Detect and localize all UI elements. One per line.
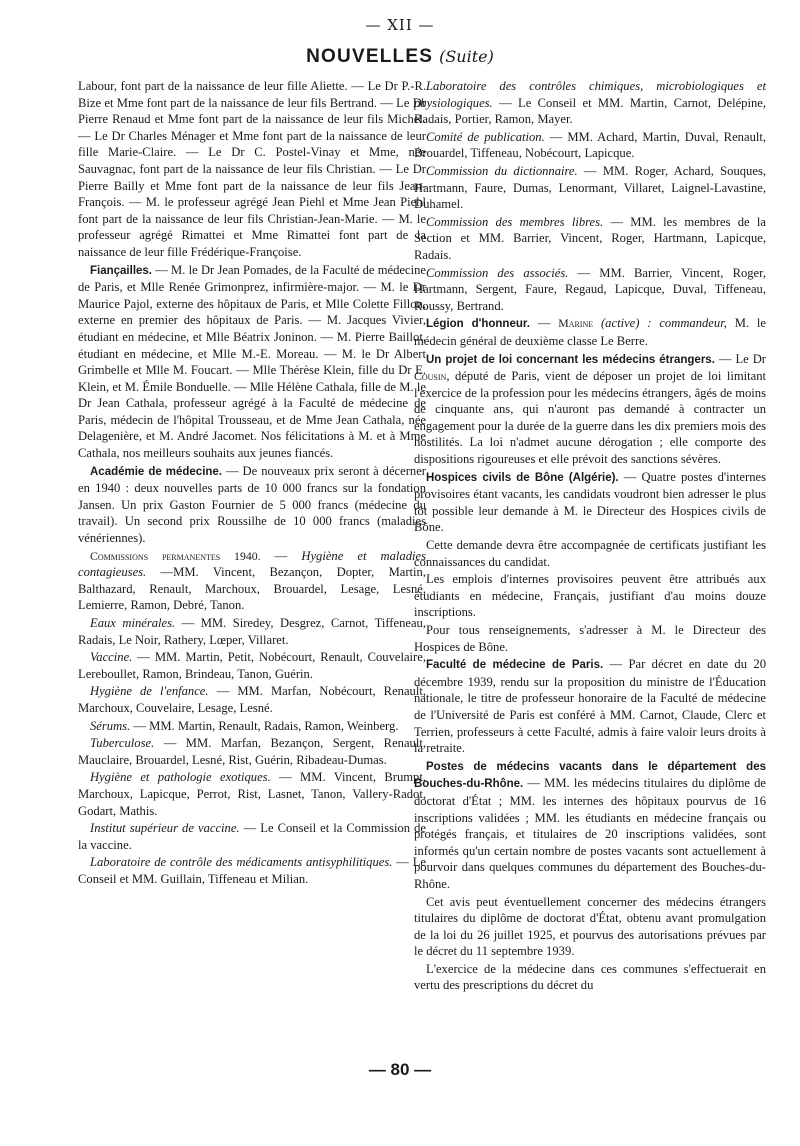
paragraph-text: — [260,548,302,563]
paragraph-text: — Le Conseil et la Commission de la vaccine. [78,821,426,852]
paragraph [78,548,426,614]
paragraph [78,854,426,887]
paragraph-text: — MM. Marfan, Bezançon, Sergent, Renault, Mauclaire, Brouardel, Lesné, Rist, Guérin, Ribadeau-Dumas. [78,736,426,767]
right-column [414,78,766,995]
paragraph-text: — MM. Vincent, Brumpt, Marchoux, Lapicque, Perrot, Rist, Lasnet, Tanon, Vallery-Radot, Godart, Mathis. [78,770,426,818]
paragraph-text: Cette demande devra être accompagnée de certificats justifiant les connaissances du candidat. [414,538,766,569]
paragraph [414,656,766,757]
paragraph [78,820,426,853]
paragraph-text: — MM. Martin, Renault, Radais, Ramon, Weinberg. [130,718,399,733]
paragraph-text: L'exercice de la médecine dans ces communes s'effectuerait en vertu des prescriptions du décret du [414,961,766,993]
paragraph-text: — MM. Siredey, Desgrez, Carnot, Tiffeneau, Radais, Le Noir, Rathery, Lœper, Villaret. [78,616,426,647]
paragraph [78,463,426,547]
paragraph [78,262,426,462]
page-number: — 80 — [368,1060,432,1079]
paragraph [414,214,766,264]
paragraph [414,469,766,536]
paragraph [78,718,426,735]
paragraph-text: Les emplois d'internes provisoires peuvent être attribués aux étudiants en médecine, Français, justifiant d'au moins douze inscriptions. [414,572,766,620]
section-heading: Fiançailles. [90,264,153,277]
subheading: Eaux minérales. [90,616,176,630]
paragraph-text: — MM. Martin, Petit, Nobécourt, Renault, Couvelaire, Lereboullet, Ramon, Brindeau, Tanon, Guérin. [78,650,426,681]
section-heading: Faculté de médecine de Paris. [426,659,604,672]
paragraph-text: — MM. les membres de la Section et MM. Barrier, Vincent, Roger, Hartmann, Lapicque, Radais. [414,214,766,262]
paragraph [78,683,426,716]
paragraph-text: Cet avis peut éventuellement concerner des médecins étrangers titulaires du diplôme de doctorat d'État, obtenu avant promulgation de la loi du 26 juillet 1925, et pourvus des autorisations prévues par le décret du 11 septembre 1939. [414,894,766,959]
paragraph-text: — M. le Dr Jean Pomades, de la Faculté de médecine de Paris, et Mlle Renée Grimonprez, infirmière-major. — M. le Dr Maurice Pajol, externe des hôpitaux de Paris, et Mlle Colette Fillon, externe en premier des hôpitaux de Paris. — M. Jacques Vivier, étudiant en médecine, et Mlle Béatrix Joninon. — M. Pierre Baillot, étudiant en médecine, et Mlle M.-E. Moreau. — M. le Dr Albert Grimbelle et Mlle M. Foucart. — Mlle Thérèse Klein, fille du Dr E. Klein, et M. Émile Bonduelle. — Mlle Hélène Cathala, fille de M. le Dr Jean Cathala, professeur agrégé à la Faculté de médecine de Paris, médecin de l'hôpital Trousseau, et de Mme Jean Cathala, née Delagenière, et M. André Jacomet. Nos félicitations à M. et à Mme Cathala, nos meilleurs souhaits aux jeunes fiancés. [78,262,426,461]
italic-text: (active) : commandeur, [593,316,727,331]
paragraph-text: — [529,316,559,331]
paragraph-text: M. le médecin général de deuxième classe Le Berre. [414,316,766,348]
section-heading: Un projet de loi concernant les médecins étrangers. [426,353,715,366]
paragraph [414,315,766,349]
paragraph [414,537,766,570]
subheading: Institut supérieur de vaccine. [90,821,240,836]
subheading: Commission du dictionnaire. [426,163,578,178]
smallcaps-text: Cousin [414,369,447,384]
subheading: Hygiène de l'enfance. [90,684,209,699]
section-heading: Commissions permanentes 1940. [90,548,261,563]
section-heading: Postes de médecins vacants dans le département des Bouches-du-Rhône. [414,760,766,791]
subheading: Tuberculose. [90,736,155,751]
subheading: Vaccine. [90,650,133,665]
paragraph-text: , député de Paris, vient de déposer un projet de loi limitant l'exercice de la profession pour les médecins étrangers, âgés de moins de cinquante ans, qui n'auront pas demandé à contracter un engagement pour la durée de la guerre dans les dix premiers mois des hostilités. La loi n'admet aucune dérogation ; elle comporte des dispositions rigoureuses et elle prévoit des sanctions sévères. [414,369,766,467]
paragraph [414,571,766,621]
paragraph-text: — Le Conseil et MM. Guillain, Tiffeneau et Milian. [78,855,426,886]
title-main: NOUVELLES [306,46,434,67]
paragraph [78,615,426,648]
paragraph [78,769,426,819]
paragraph-text: — Le Conseil et MM. Martin, Carnot, Delépine, Radais, Portier, Ramon, Mayer. [414,95,766,127]
paragraph [414,622,766,655]
paragraph [414,129,766,162]
roman-page-number: — XII — [365,16,435,34]
section-heading: Légion d'honneur. [426,318,530,331]
subheading: Sérums. [90,718,131,733]
section-heading: Académie de médecine. [90,465,223,478]
subheading: Comité de publication. [426,129,545,144]
paragraph [78,78,426,261]
paragraph-text: — Le Dr [714,351,766,366]
paragraph [414,78,766,128]
paragraph-text: — Par décret en date du 20 décembre 1939, rendu sur la proposition du ministre de l'Éducation nationale, le titre de professeur honoraire de la Faculté de médecine de l'Université de Paris est conféré à MM. Carnot, Claude, Clerc et Terrien, professeurs à cette Faculté, admis à faire valoir leurs droits à la retraite. [414,657,766,756]
paragraph-text: — De nouveaux prix seront à décerner en 1940 : deux nouvelles parts de 10 000 francs sur la fondation Jansen. Un prix Gaston Fournier de 5 000 francs (médecine du travail). Un second prix Roussilhe de 10 000 francs (maladies vénériennes). [78,463,426,546]
paragraph [414,894,766,960]
paragraph [78,649,426,682]
paragraph-text: — MM. Marfan, Nobécourt, Renault, Marchoux, Couvelaire, Lesage, Lesné. [78,684,427,715]
subheading: Commission des associés. [426,265,569,280]
paragraph-text: — Quatre postes d'internes provisoires étant vacants, les candidats voudront bien adresser le plus tôt possible leur demande à M. le Directeur des Hospices civils de Bône. [414,469,767,535]
subheading: Hygiène et pathologie exotiques. [90,770,271,785]
paragraph-text: Labour, font part de la naissance de leur fille Aliette. — Le Dr P.-R. Bize et Mme font part de la naissance de leur fils Bertrand. — Le Dr Pierre Renaud et Mme font part de la naissance de leur fils Michel. — Le Dr Charles Ménager et Mme font part de la naissance de leur fille Marie-Claire. — Le Dr C. Postel-Vinay et Mme, née Sauvagnac, font part de la naissance de leur fils Christian. — Le Dr Pierre Bailly et Mme font part de la naissance de leur fils Jean-François. — M. le professeur agrégé Jean Piehl et Mme Jean Piehl font part de la naissance de leur fils Christian-Jean-Marie. — M. le professeur agrégé Rimattei et Mme Rimattei font part de la naissance de leur fille Frédérique-Françoise. [78,79,426,259]
paragraph-text: Pour tous renseignements, s'adresser à M. le Directeur des Hospices de Bône. [414,623,766,654]
paragraph-text: — MM. les médecins titulaires du diplôme de doctorat d'État ; MM. les internes des hôpitaux pourvus de 16 inscriptions validées ; MM. les étudiants en médecine français ou protégés français, et titulaires de 20 inscriptions validées, sont informés qu'un certain nombre de postes vacants sont actuellement à pourvoir dans quelques communes du département des Bouches-du-Rhône. [414,776,766,891]
subheading: Laboratoire de contrôle des médicaments antisyphilitiques. [90,855,393,870]
paragraph-text: — MM. Roger, Achard, Souques, Hartmann, Faure, Dumas, Lenormant, Villaret, Laignel-Lavastine, Duhamel. [414,163,766,212]
paragraph [414,163,766,213]
left-column [78,78,426,889]
subheading: Hygiène et maladies contagieuses. [78,548,426,580]
smallcaps-text: Marine [558,316,594,331]
subheading: Laboratoire des contrôles chimiques, microbiologiques et physiologiques. [414,79,766,110]
paragraph [414,758,766,893]
title-suffix: (Suite) [439,47,494,66]
paragraph [78,735,426,768]
paragraph-text: —MM. Vincent, Bezançon, Dopter, Martin, Balthazard, Renault, Marchoux, Brouardel, Lesage, Lesné, Lemierre, Ramon, Debré, Tanon. [78,565,426,613]
paragraph [414,961,766,994]
paragraph-text: — MM. Achard, Martin, Duval, Renault, Brouardel, Tiffeneau, Nobécourt, Lapicque. [414,129,767,161]
section-heading: Hospices civils de Bône (Algérie). [426,471,619,484]
paragraph-text: — MM. Barrier, Vincent, Roger, Hartmann, Sergent, Faure, Regaud, Lapicque, Duval, Tiffeneau, Roussy, Bertrand. [414,265,766,313]
paragraph [414,351,766,468]
page-title [0,46,800,68]
subheading: Commission des membres libres. [426,214,604,229]
paragraph [414,265,766,315]
